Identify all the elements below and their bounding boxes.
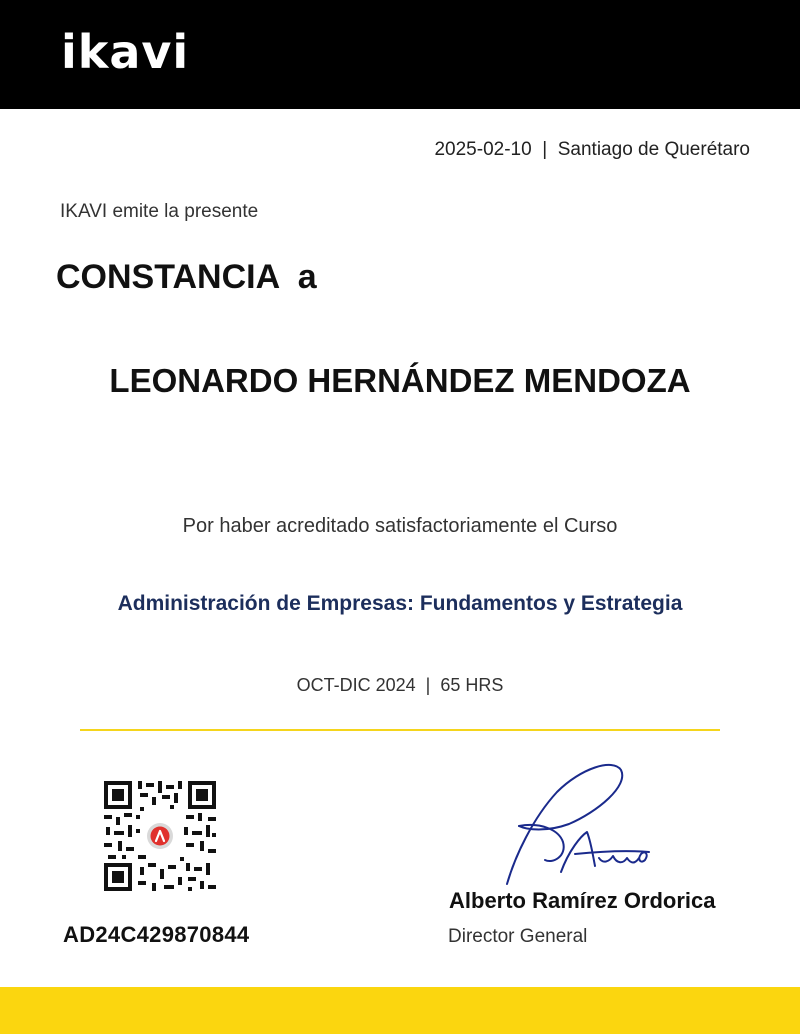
qr-code-icon[interactable] bbox=[100, 777, 220, 895]
certificate-title bbox=[56, 258, 317, 297]
period-separator: | bbox=[425, 675, 431, 695]
intro-text: IKAVI emite la presente bbox=[60, 201, 259, 222]
course-period-line bbox=[0, 675, 800, 696]
signer-name: Alberto Ramírez Ordorica bbox=[449, 888, 716, 913]
signature-icon bbox=[495, 760, 660, 890]
title-word: CONSTANCIA bbox=[56, 258, 279, 296]
course-name: Administración de Empresas: Fundamentos y Estrategia bbox=[117, 592, 683, 615]
course-period: OCT-DIC 2024 bbox=[296, 675, 416, 695]
reason-text: Por haber acreditado satisfactoriamente el Curso bbox=[182, 515, 618, 537]
divider-line bbox=[80, 729, 720, 731]
title-suffix: a bbox=[297, 258, 317, 296]
ikavi-logo: ikavi bbox=[61, 25, 190, 79]
date-separator: | bbox=[542, 139, 548, 160]
course-hours: 65 HRS bbox=[440, 675, 504, 695]
recipient-name: LEONARDO HERNÁNDEZ MENDOZA bbox=[109, 362, 691, 399]
certificate-id: AD24C429870844 bbox=[63, 922, 250, 947]
issue-date: 2025-02-10 bbox=[434, 139, 532, 160]
footer-bar bbox=[0, 987, 800, 1034]
header-bar bbox=[0, 0, 800, 109]
signer-role: Director General bbox=[448, 926, 588, 947]
issue-location: Santiago de Querétaro bbox=[557, 139, 750, 160]
date-location-line bbox=[434, 139, 750, 161]
